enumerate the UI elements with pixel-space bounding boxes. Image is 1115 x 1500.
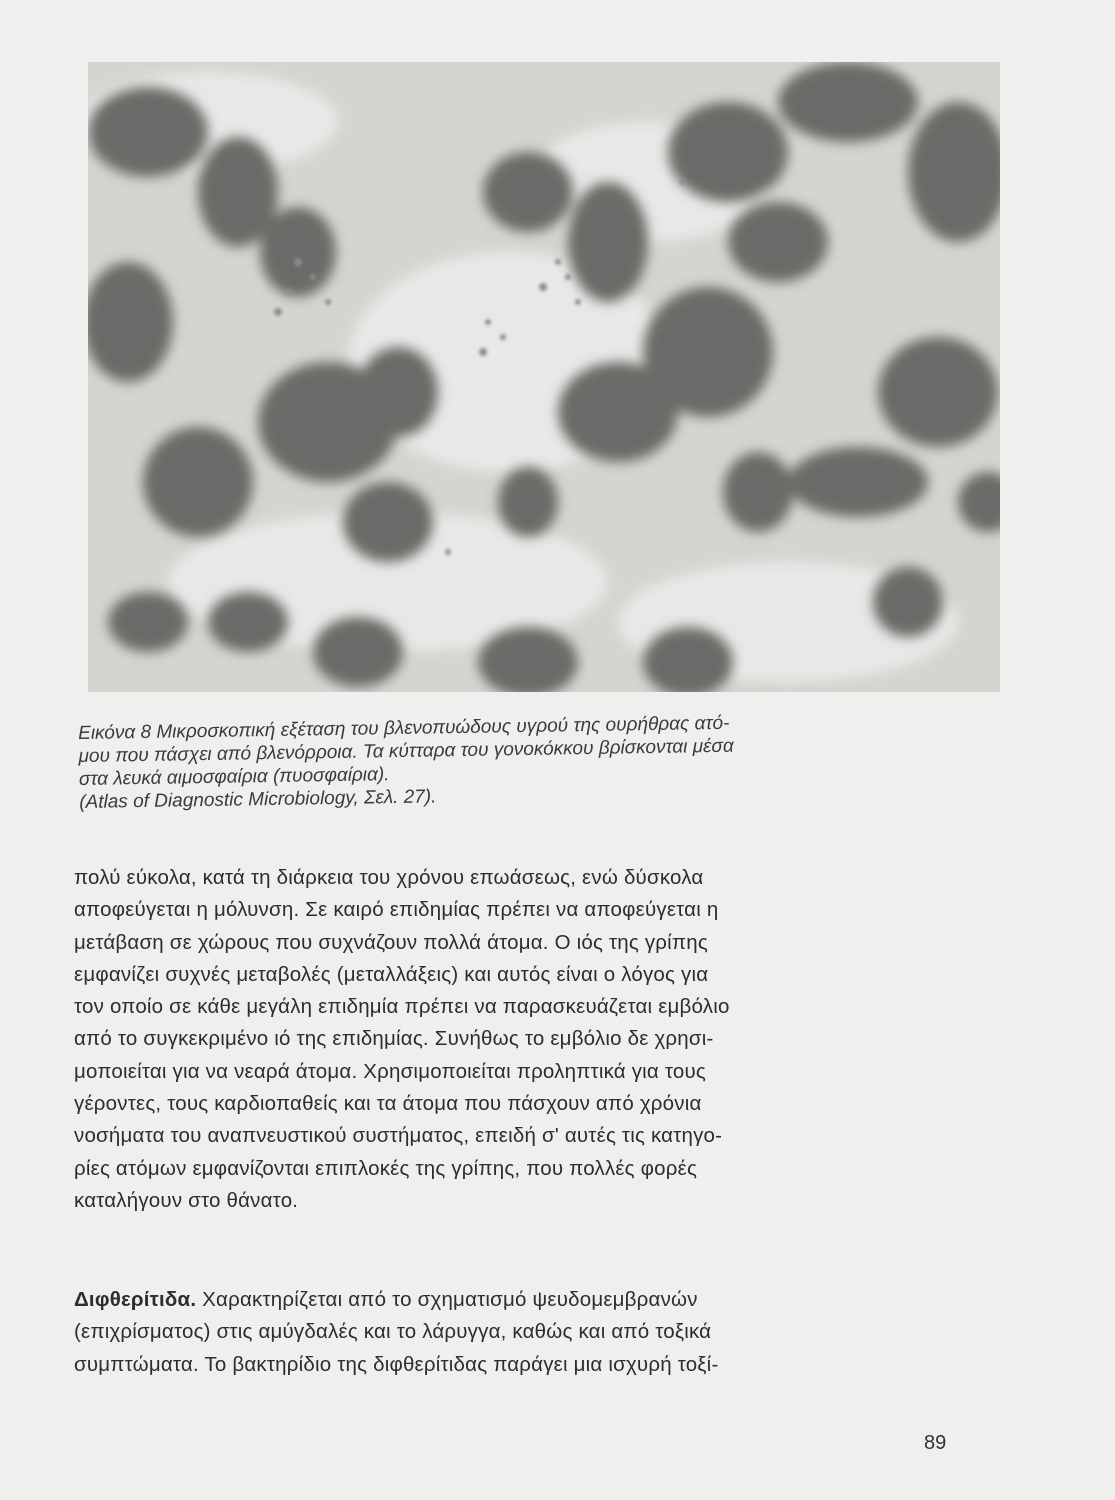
micrograph-figure bbox=[88, 62, 1000, 692]
text-line: εμφανίζει συχνές μεταβολές (μεταλλάξεις) και αυτός είναι ο λόγος για bbox=[74, 962, 709, 986]
text-line bbox=[74, 1284, 954, 1316]
text-line: γέροντες, τους καρδιοπαθείς και τα άτομα που πάσχουν από χρόνια bbox=[74, 1092, 702, 1116]
text-line: τον οποίο σε κάθε μεγάλη επιδημία πρέπει να παρασκευάζεται εμβόλιο bbox=[74, 995, 730, 1019]
figure-caption bbox=[78, 708, 979, 814]
paragraph-influenza bbox=[74, 862, 954, 1217]
paragraph-diphtheria bbox=[74, 1284, 954, 1381]
text-line: μοποιείται για να νεαρά άτομα. Χρησιμοποιείται προληπτικά για τους bbox=[74, 1059, 706, 1083]
caption-source: (Atlas of Diagnostic Microbiology, Σελ. 27). bbox=[79, 786, 437, 813]
text-line: συμπτώματα. Το βακτηρίδιο της διφθερίτιδας παράγει μια ισχυρή τοξί- bbox=[74, 1352, 719, 1376]
micrograph-image bbox=[88, 62, 1000, 692]
caption-line: μου που πάσχει από βλενόρροια. Τα κύτταρα του γονοκόκκου βρίσκονται μέσα bbox=[78, 735, 734, 767]
text-line: πολύ εύκολα, κατά τη διάρκεια του χρόνου επωάσεως, ενώ δύσκολα bbox=[74, 866, 704, 889]
section-term: Διφθερίτιδα. bbox=[74, 1288, 197, 1311]
text-line: ρίες ατόμων εμφανίζονται επιπλοκές της γρίπης, που πολλές φορές bbox=[74, 1156, 698, 1180]
text-line: αποφεύγεται η μόλυνση. Σε καιρό επιδημίας πρέπει να αποφεύγεται η bbox=[74, 898, 719, 922]
caption-line: στα λευκά αιμοσφαίρια (πυοσφαίρια). bbox=[78, 764, 390, 790]
text-line: (επιχρίσματος) στις αμύγδαλές και το λάρυγγα, καθώς και από τοξικά bbox=[74, 1320, 712, 1344]
text-line: νοσήματα του αναπνευστικού συστήματος, επειδή σ' αυτές τις κατηγο- bbox=[74, 1124, 723, 1148]
page-number: 89 bbox=[924, 1432, 947, 1454]
text-line: από το συγκεκριμένο ιό της επιδημίας. Συνήθως το εμβόλιο δε χρησι- bbox=[74, 1027, 714, 1051]
text-line: καταλήγουν στο θάνατο. bbox=[74, 1188, 299, 1212]
caption-line: Εικόνα 8 Μικροσκοπική εξέταση του βλενοπυώδους υγρού της ουρήθρας ατό- bbox=[78, 712, 730, 744]
text-line: μετάβαση σε χώρους που συχνάζουν πολλά άτομα. Ο ιός της γρίπης bbox=[74, 930, 708, 954]
text-run: Χαρακτηρίζεται από το σχηματισμό ψευδομεμβρανών bbox=[196, 1288, 698, 1311]
